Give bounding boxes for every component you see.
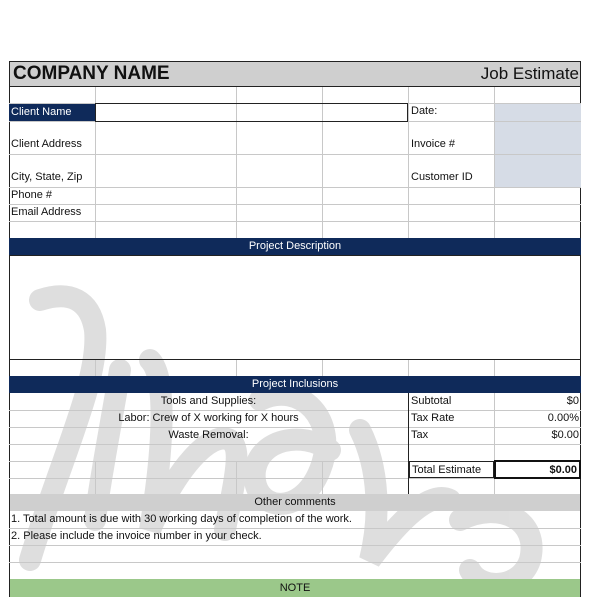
grid-line <box>322 461 323 494</box>
project-description-header: Project Description <box>9 238 581 255</box>
grid-line <box>95 461 96 494</box>
inclusion-item: Waste Removal: <box>168 430 249 441</box>
subtotal-value: $0 <box>566 396 579 407</box>
grid-line <box>9 562 581 563</box>
grid-line <box>408 393 409 494</box>
tax-rate-value[interactable]: 0.00% <box>547 413 579 424</box>
grid-line <box>494 360 495 376</box>
company-name[interactable]: COMPANY NAME <box>13 64 170 84</box>
client-name-field[interactable] <box>95 103 408 122</box>
other-comments-header: Other comments <box>9 494 581 511</box>
grid-line <box>9 461 409 462</box>
customer-id-label: Customer ID <box>411 172 473 183</box>
note-header: NOTE <box>9 579 581 597</box>
email-label: Email Address <box>11 207 82 218</box>
date-label: Date: <box>411 106 438 117</box>
total-estimate-label: Total Estimate <box>409 461 494 478</box>
customer-id-field[interactable] <box>495 155 581 187</box>
phone-label: Phone # <box>11 190 52 201</box>
grid-line <box>9 528 581 529</box>
grid-line <box>9 545 581 546</box>
grid-line <box>95 360 96 376</box>
subtotal-label: Subtotal <box>411 396 452 407</box>
invoice-label: Invoice # <box>411 139 456 150</box>
date-field[interactable] <box>495 104 581 121</box>
document-title: Job Estimate <box>480 65 579 83</box>
grid-line <box>9 427 581 428</box>
comment-line[interactable]: 2. Please include the invoice number in your check. <box>11 531 262 542</box>
estimate-sheet <box>9 61 581 600</box>
grid-line <box>9 410 581 411</box>
inclusion-item: Tools and Supplies: <box>160 396 257 407</box>
grid-line <box>236 360 237 376</box>
client-name-label: Client Name <box>9 104 95 121</box>
grid-line <box>236 461 237 494</box>
tax-value: $0.00 <box>551 430 579 441</box>
grid-line <box>408 360 409 376</box>
comment-line[interactable]: 1. Total amount is due with 30 working days of completion of the work. <box>11 514 352 525</box>
tax-label: Tax <box>411 430 429 441</box>
grid-line <box>322 360 323 376</box>
city-state-zip-label: City, State, Zip <box>11 172 83 183</box>
tax-rate-label: Tax Rate <box>411 413 455 424</box>
project-description-field[interactable] <box>9 255 581 360</box>
invoice-field[interactable] <box>495 122 581 154</box>
project-inclusions-header: Project Inclusions <box>9 376 581 393</box>
total-estimate-value: $0.00 <box>494 460 581 479</box>
client-address-label: Client Address <box>11 139 82 150</box>
inclusion-item: Labor: Crew of X working for X hours <box>118 413 299 424</box>
grid-line <box>408 87 409 238</box>
grid-line <box>9 444 581 445</box>
